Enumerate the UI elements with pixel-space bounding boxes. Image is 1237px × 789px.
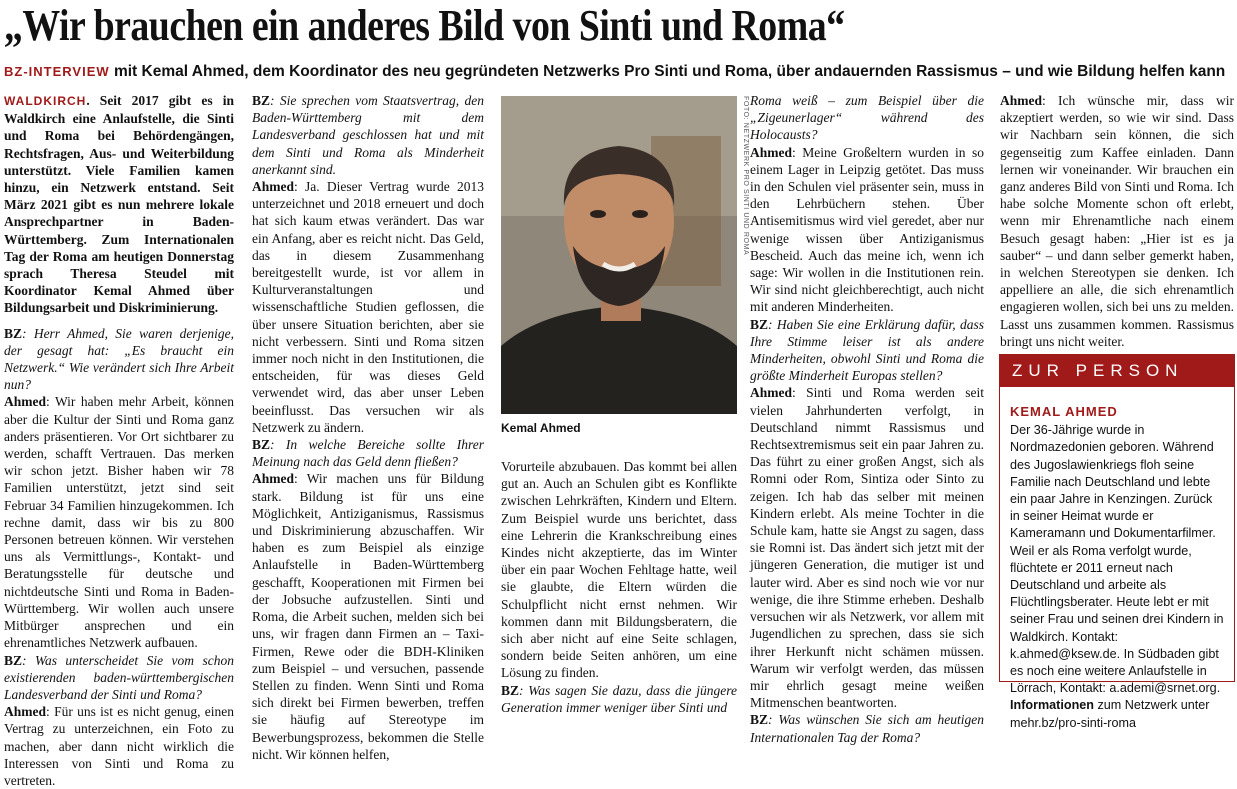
lede-text: . Seit 2017 gibt es in Waldkirch eine Anlaufstelle, die Sinti und Roma bei Behördengängen, Rechtsfragen, Aus- und Weiterbildung unterstützt. Viele Familien kamen hinzu, ein Netzwerk entstand. Seit März 2021 gibt es nun mehrere lokale Ansprechpartner in Baden-Württemberg. Zum Internationalen Tag der Roma am heutigen Donnerstag sprach Theresa Steudel mit Koordinator Kemal Ahmed über Bildungsarbeit und Diskriminierung.: [4, 93, 234, 316]
dateline: WALDKIRCH: [4, 94, 87, 108]
answer-2: [4, 703, 234, 789]
question-4-text: : In welche Bereiche sollte Ihrer Meinung nach das Geld denn fließen?: [252, 437, 484, 470]
article-column-3: [501, 458, 737, 716]
answer-7: [1000, 92, 1234, 350]
answer-1: [4, 393, 234, 651]
portrait-illustration: [501, 96, 737, 414]
question-5-text: : Was sagen Sie dazu, dass die jüngere Generation immer weniger über Sinti und: [501, 682, 737, 715]
article-column-5: [1000, 92, 1234, 350]
speaker-ahmed: Ahmed: [4, 704, 47, 720]
photo-caption: Kemal Ahmed: [501, 421, 581, 435]
profile-bio: Der 36-Jährige wurde in Nordmazedonien geboren. Während des Jugoslawienkriegs floh seine Familie nach Deutschland und lebte ein paar Jahre in Kenzingen. Zurück in seiner Heimat wurde er Kameramann und Dokumentarfilmer. Weil er als Roma verfolgt wurde, flüchtete er 2011 erneut nach Deutschland und arbeite als Flüchtlingsberater. Heute lebt er mit seiner Frau und seinen drei Kindern in Waldkirch. Kontakt: k.ahmed@ksew.de. In Südbaden gibt es noch eine weitere Anlaufstelle in Lörrach, Kontakt: a.ademi@srnet.org.: [1010, 423, 1224, 696]
speaker-bz: BZ: [4, 325, 23, 341]
article-column-4: [750, 92, 984, 746]
speaker-bz: BZ: [4, 652, 23, 668]
answer-5-text: : Meine Großeltern wurden in so einem Lager in Leipzig getötet. Das muss in den Schulen viel präsenter sein, muss in den Lehrbüchern stehen. Über Antisemitismus wird viel geredet, aber nur wenige wissen über Antiziganismus Bescheid. Auch das meine ich, wenn ich sage: Wir wollen in die Institutionen rein. Wir sind nicht gleichberechtigt, auch nicht mit anderen Minderheiten.: [750, 144, 984, 315]
speaker-bz: BZ: [252, 437, 271, 453]
answer-1-text: : Wir haben mehr Arbeit, können aber die Kultur der Sinti und Roma ganz anders präsentieren. Vor Ort sichtbarer zu werden, schafft Vertrauen. Das merken wir schon jetzt. Bisher haben wir 78 Familien unterstützt, jetzt sind seit Februar 34 Familien hinzugekommen. Ich rechne damit, dass wir bis zu 800 Personen betreuen können. Wir verstehen uns als Vermittlungs-, Kontakt- und Beratungsstelle für deutsche und nichtdeutsche Sinti und Roma in Baden-Württemberg. Wir wollen auch unsere Mitbürger ansprechen und ein ehrenamtliches Netzwerk aufbauen.: [4, 394, 234, 651]
deck-text: mit Kemal Ahmed, dem Koordinator des neu gegründeten Netzwerks Pro Sinti und Roma, über andauernden Rassismus – und wie Bildung helfen kann: [113, 63, 1226, 80]
lede-paragraph: [4, 92, 234, 317]
speaker-ahmed: Ahmed: [252, 179, 295, 195]
answer-3-text: : Ja. Dieser Vertrag wurde 2013 unterzeichnet und 2018 erneuert und doch hat sich kaum etwas verändert. Das war ein Anfang, aber es reicht nicht. Das Geld, das in diesem Zusammenhang bereitgestellt wurde, ist vor allem in Kulturveranstaltungen und wissenschaftliche Studien geflossen, die über unsere Situation berichten, aber sie nicht verbessern. Sinti und Roma sitzen immer noch nicht in den Institutionen, die entscheiden, für was dieses Geld verwendet wird, das aber unser Leben beeinflusst. Das versuchen wir als Netzwerk zu ändern.: [252, 179, 484, 435]
profile-box-body: [1000, 387, 1234, 732]
question-5-continued: Roma weiß – zum Beispiel über die „Zigeunerlager“ während des Holocausts?: [750, 93, 984, 143]
speaker-bz: BZ: [750, 712, 769, 728]
deck-kicker: BZ-INTERVIEW: [4, 64, 110, 79]
question-6: [750, 316, 984, 385]
answer-6-text: : Sinti und Roma werden seit vielen Jahrhunderten verfolgt, in Deutschland nimmt Rassismus und Rechtsextremismus seit ein paar Jahren zu. Das führt zu einer großen Angst, sich als Romni oder Rom, Sintiza oder Sinto zu zeigen. Ich hab das selber mit meinen Kindern erlebt. Als meine Tochter in die Schule kam, hatte sie Angst zu sagen, dass sie Romni ist. Das ändert sich jetzt mit der jüngeren Generation, die mutiger ist und lauter wird. Aber es sind noch wie vor nur wenige, die ihre Stimme erheben. Deshalb versuchen wir als Netzwerk, vor allem mit Jugendlichen zu sprechen, dass sie sich ihrer Herkunft nicht schämen müssen. Warum wir verfolgt werden, das müssen mir ehrlich gesagt meine weißen Mitmenschen beantworten.: [750, 385, 984, 711]
answer-4: [252, 470, 484, 762]
headline: „Wir brauchen ein anderes Bild von Sinti und Roma“: [4, 1, 845, 50]
question-6-text: : Haben Sie eine Erklärung dafür, dass Ihre Stimme leiser ist als andere Minderheiten, obwohl Sinti und Roma die größte Minderheit Europas stellen?: [750, 316, 984, 384]
profile-info-text: zum Netzwerk unter mehr.bz/pro-sinti-roma: [1010, 698, 1210, 730]
profile-box: [999, 354, 1235, 730]
question-5: [501, 682, 737, 716]
answer-5: [750, 144, 984, 316]
answer-4-text: : Wir machen uns für Bildung stark. Bildung ist für uns eine Möglichkeit, Antiziganismus, Rassismus und Diskriminierung abzuschaffen. Wir haben es zum Beispiel als einzige Anlaufstelle in Baden-Württemberg geschafft, Kooperationen mit Firmen bei der Jobsuche aufzustellen. Sinti und Roma, die Arbeit suchen, melden sich bei uns, wir fragen dann Firmen an – Taxi-Firmen, Rewe oder die BDH-Kliniken zum Beispiel – und versuchen, passende Stellen zu finden. Wenn Sinti und Roma sich direkt bei Firmen bewerben, treffen sie häufig auf Stereotype im Bewerbungsprozess, bekommen die Stelle nicht. Wir können helfen,: [252, 471, 484, 762]
question-3-text: : Sie sprechen vom Staatsvertrag, den Baden-Württemberg mit dem Landesverband geschlossen hat und mit dem Sinti und Roma als Minderheit anerkannt sind.: [252, 93, 484, 177]
question-2: [4, 652, 234, 704]
question-7: [750, 711, 984, 745]
question-7-text: : Was wünschen Sie sich am heutigen Internationalen Tag der Roma?: [750, 712, 984, 745]
question-3: [252, 92, 484, 178]
speaker-ahmed: Ahmed: [1000, 93, 1043, 108]
article-column-1: [4, 92, 234, 789]
profile-info-label: Informationen: [1010, 698, 1094, 713]
speaker-bz: BZ: [252, 93, 271, 108]
question-4: [252, 436, 484, 470]
question-1-text: : Herr Ahmed, Sie waren derjenige, der gesagt hat: „Es braucht ein Netzwerk.“ Wie verändert sich Ihre Arbeit nun?: [4, 325, 234, 393]
question-1: [4, 325, 234, 394]
answer-2-text: : Für uns ist es nicht genug, einen Vertrag zu unterzeichnen, ein Foto zu machen, aber dann nicht wirklich die Interessen von Sinti und Roma zu vertreten.: [4, 704, 234, 788]
answer-6: [750, 384, 984, 711]
photo-credit: FOTO: NETZWERK PRO SINTI UND ROMA: [742, 96, 749, 256]
speaker-ahmed: Ahmed: [4, 394, 47, 410]
profile-box-heading: ZUR PERSON: [1000, 355, 1234, 387]
question-2-text: : Was unterscheidet Sie vom schon existierenden baden-württembergischen Landesverband der Sinti und Roma?: [4, 652, 234, 702]
speaker-ahmed: Ahmed: [750, 385, 793, 401]
speaker-ahmed: Ahmed: [750, 144, 793, 160]
profile-name: KEMAL AHMED: [1010, 404, 1118, 419]
answer-4-continued: Vorurteile abzubauen. Das kommt bei allen gut an. Auch an Schulen gibt es Konflikte zwischen Lehrkräften, Kindern und Eltern. Zum Beispiel wurde uns berichtet, dass eine Lehrerin die Krankschreibung eines Kindes nicht akzeptierte, das im Winter über ein paar Wochen Fehltage hatte, weil sie glaubte, die Eltern würden die Schulpflicht nicht ernst nehmen. Wir kommen dann mit Bildungsberatern, die sich aber nicht auf eine Seite schlagen, sondern beide Seiten anhören, um eine Lösung zu finden.: [501, 459, 737, 681]
speaker-ahmed: Ahmed: [252, 471, 295, 487]
article-column-2: [252, 92, 484, 763]
answer-7-text: : Ich wünsche mir, dass wir akzeptiert werden, so wie wir sind. Dass wir Nachbarn sein können, die sich gegenseitig zum Kaffee einladen. Dann lernen wir voneinander. Wir brauchen ein ganz anderes Bild von Sinti und Roma. Ich habe solche Momente schon oft erlebt, wenn mir Ehrenamtliche nach einem Besuch gesagt haben: „Hier ist es ja sauber“ – und dann selber gemerkt haben, in welchen Stereotypen sie denken. Ich appelliere an alle, die sich ehrenamtlich engagieren wollen, sich bei uns zu melden. Lasst uns zusammen kommen. Rassismus bringt uns nicht weiter.: [1000, 93, 1234, 349]
speaker-bz: BZ: [501, 682, 520, 698]
answer-3: [252, 178, 484, 436]
deck: [4, 60, 1234, 84]
portrait-photo: [501, 96, 737, 414]
speaker-bz: BZ: [750, 316, 769, 332]
